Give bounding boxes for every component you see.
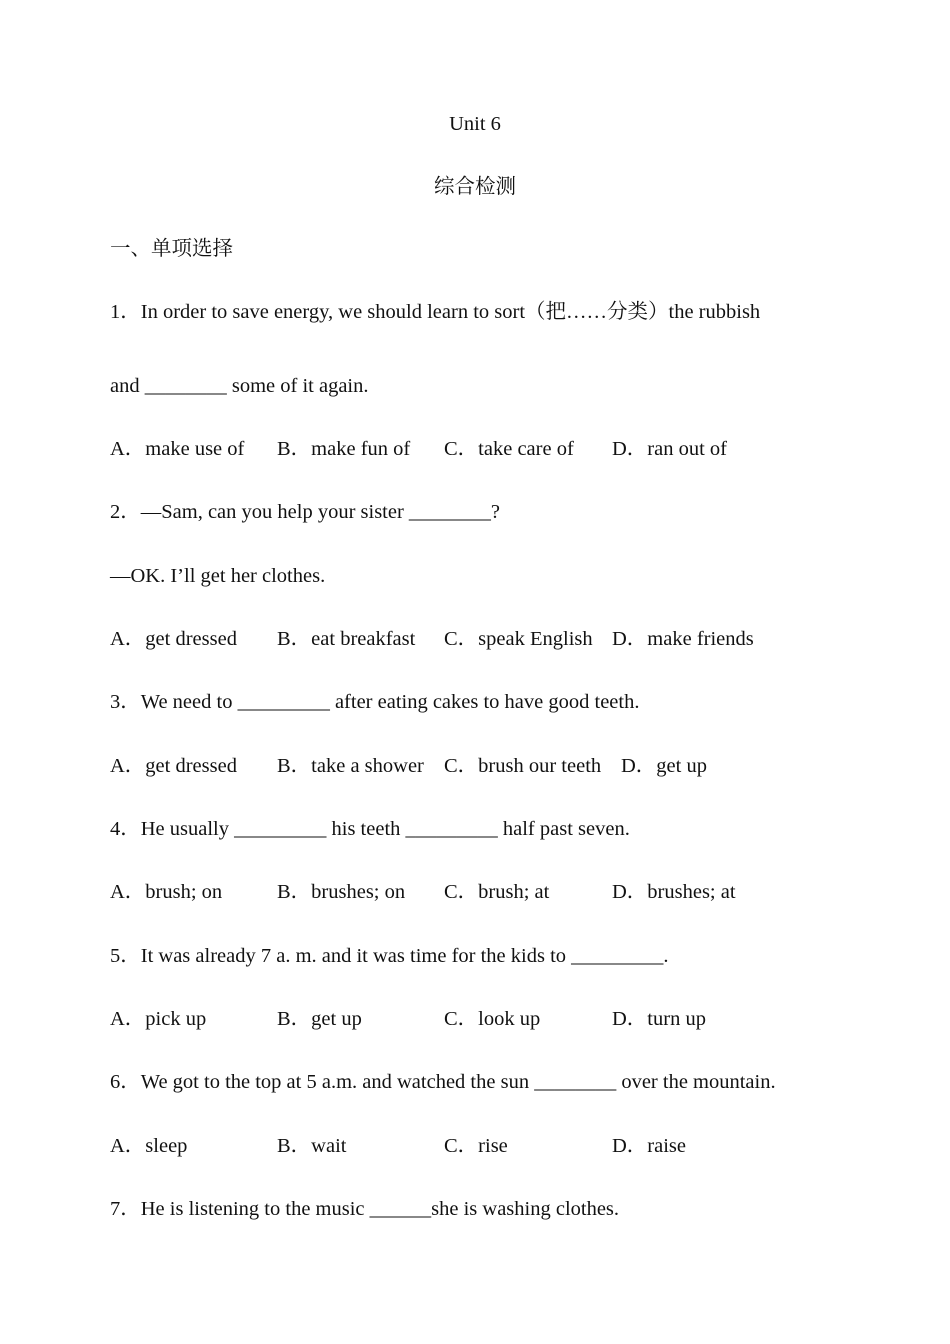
question-6-option-b: B．wait xyxy=(277,1135,347,1157)
question-7-line-1: 7．He is listening to the music ______she is washing clothes. xyxy=(110,1198,620,1220)
question-3-option-c: C．brush our teeth xyxy=(444,755,602,777)
question-3-line-1: 3．We need to _________ after eating cakes to have good teeth. xyxy=(110,691,640,713)
question-5-option-a: A．pick up xyxy=(110,1008,207,1030)
question-3-option-a: A．get dressed xyxy=(110,755,237,777)
question-5-option-b: B．get up xyxy=(277,1008,362,1030)
question-2-line-1: 2．—Sam, can you help your sister ________? xyxy=(110,501,501,523)
question-2-option-c: C．speak English xyxy=(444,628,593,650)
question-4-option-a: A．brush; on xyxy=(110,881,223,903)
question-5-line-1: 5．It was already 7 a. m. and it was time for the kids to _________. xyxy=(110,945,669,967)
question-2-option-b: B．eat breakfast xyxy=(277,628,416,650)
question-4-option-d: D．brushes; at xyxy=(612,881,736,903)
question-6-option-a: A．sleep xyxy=(110,1135,188,1157)
question-6-line-1: 6．We got to the top at 5 a.m. and watched the sun ________ over the mountain. xyxy=(110,1071,776,1093)
question-3-option-b: B．take a shower xyxy=(277,755,424,777)
question-3-option-d: D．get up xyxy=(621,755,707,777)
question-2-option-a: A．get dressed xyxy=(110,628,237,650)
question-5-option-c: C．look up xyxy=(444,1008,541,1030)
question-4-option-c: C．brush; at xyxy=(444,881,550,903)
page-subtitle: 综合检测 xyxy=(434,176,516,198)
question-2-option-d: D．make friends xyxy=(612,628,754,650)
question-1-option-a: A．make use of xyxy=(110,438,245,460)
question-1-option-c: C．take care of xyxy=(444,438,574,460)
page-title: Unit 6 xyxy=(449,113,501,135)
question-6-option-c: C．rise xyxy=(444,1135,508,1157)
question-5-option-d: D．turn up xyxy=(612,1008,706,1030)
question-2-line-2: —OK. I’ll get her clothes. xyxy=(110,565,326,587)
question-1-option-b: B．make fun of xyxy=(277,438,411,460)
question-1-line-1: 1．In order to save energy, we should learn to sort（把……分类）the rubbish xyxy=(110,301,761,323)
question-1-line-2: and ________ some of it again. xyxy=(110,375,369,397)
question-1-option-d: D．ran out of xyxy=(612,438,728,460)
question-4-option-b: B．brushes; on xyxy=(277,881,406,903)
question-6-option-d: D．raise xyxy=(612,1135,687,1157)
section-heading: 一、单项选择 xyxy=(110,238,233,260)
question-4-line-1: 4．He usually _________ his teeth _________ half past seven. xyxy=(110,818,630,840)
